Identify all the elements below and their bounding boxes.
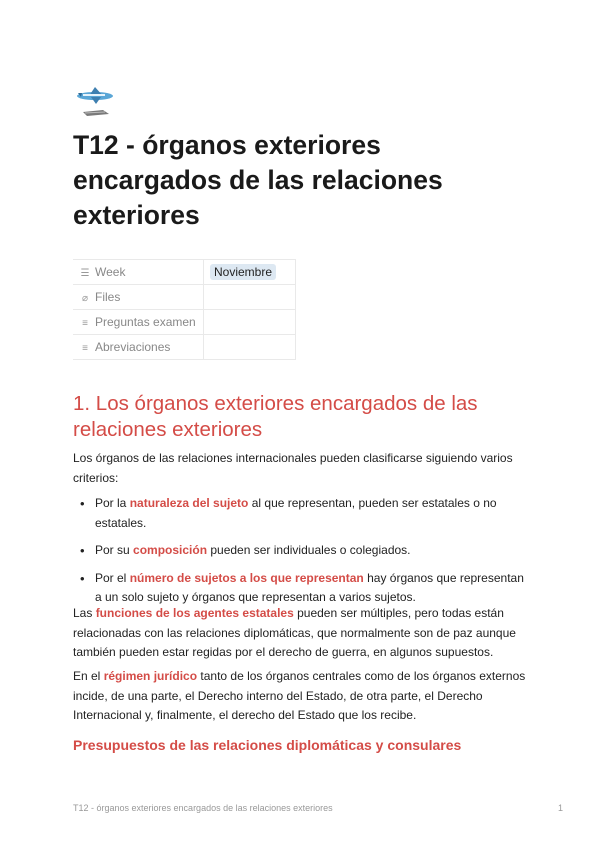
text-lines-icon: ≡ (82, 343, 88, 354)
property-label: Week (95, 265, 126, 279)
intro-paragraph: Los órganos de las relaciones internacionales pueden clasificarse siguiendo varios criterios: (73, 451, 513, 485)
property-row-abreviaciones[interactable] (73, 335, 296, 360)
page-number: 1 (558, 803, 564, 813)
subsection-heading: Presupuestos de las relaciones diplomáticas y consulares (73, 737, 462, 753)
properties-table (73, 259, 296, 360)
abreviaciones-value[interactable] (204, 335, 296, 360)
list-item: • Por el número de sujetos a los que representan hay órganos que representan a un solo sujeto y órganos que representan a varios sujetos. (73, 569, 533, 608)
text-lines-icon: ≡ (82, 318, 88, 329)
section-heading: 1. Los órganos exteriores encargados de las relaciones exteriores (73, 392, 478, 441)
list-item: • Por su composición pueden ser individuales o colegiados. (73, 541, 533, 561)
files-value[interactable] (204, 285, 296, 310)
airplane-icon (73, 84, 117, 120)
property-row-preguntas[interactable] (73, 310, 296, 335)
property-label: Files (95, 290, 121, 304)
preguntas-value[interactable] (204, 310, 296, 335)
property-row-week[interactable] (73, 260, 296, 285)
week-tag[interactable]: Noviembre (210, 264, 276, 280)
funciones-paragraph: Las funciones de los agentes estatales pueden ser múltiples, pero todas están relacionadas con las relaciones diplomáticas, que normalmente son de paz aunque también pueden estar regidas por el derecho de guerra, en algunos supuestos. (73, 606, 516, 659)
paperclip-icon: ⌀ (81, 293, 89, 304)
list-icon: ☰ (80, 268, 90, 279)
regimen-paragraph: En el régimen jurídico tanto de los órganos centrales como de los órganos externos incide, de una parte, el Derecho interno del Estado, de otra parte, el Derecho Internacional y, finalmente, el derecho del Estado que los recibe. (73, 669, 526, 722)
list-item: • Por la naturaleza del sujeto al que representan, pueden ser estatales o no estatales. (73, 494, 533, 533)
property-row-files[interactable] (73, 285, 296, 310)
criteria-list (73, 494, 533, 616)
page-title: T12 - órganos exteriores encargados de las relaciones exteriores (73, 130, 443, 230)
footer-title: T12 - órganos exteriores encargados de las relaciones exteriores (73, 803, 333, 813)
property-label: Preguntas examen (95, 315, 196, 329)
property-label: Abreviaciones (95, 340, 171, 354)
